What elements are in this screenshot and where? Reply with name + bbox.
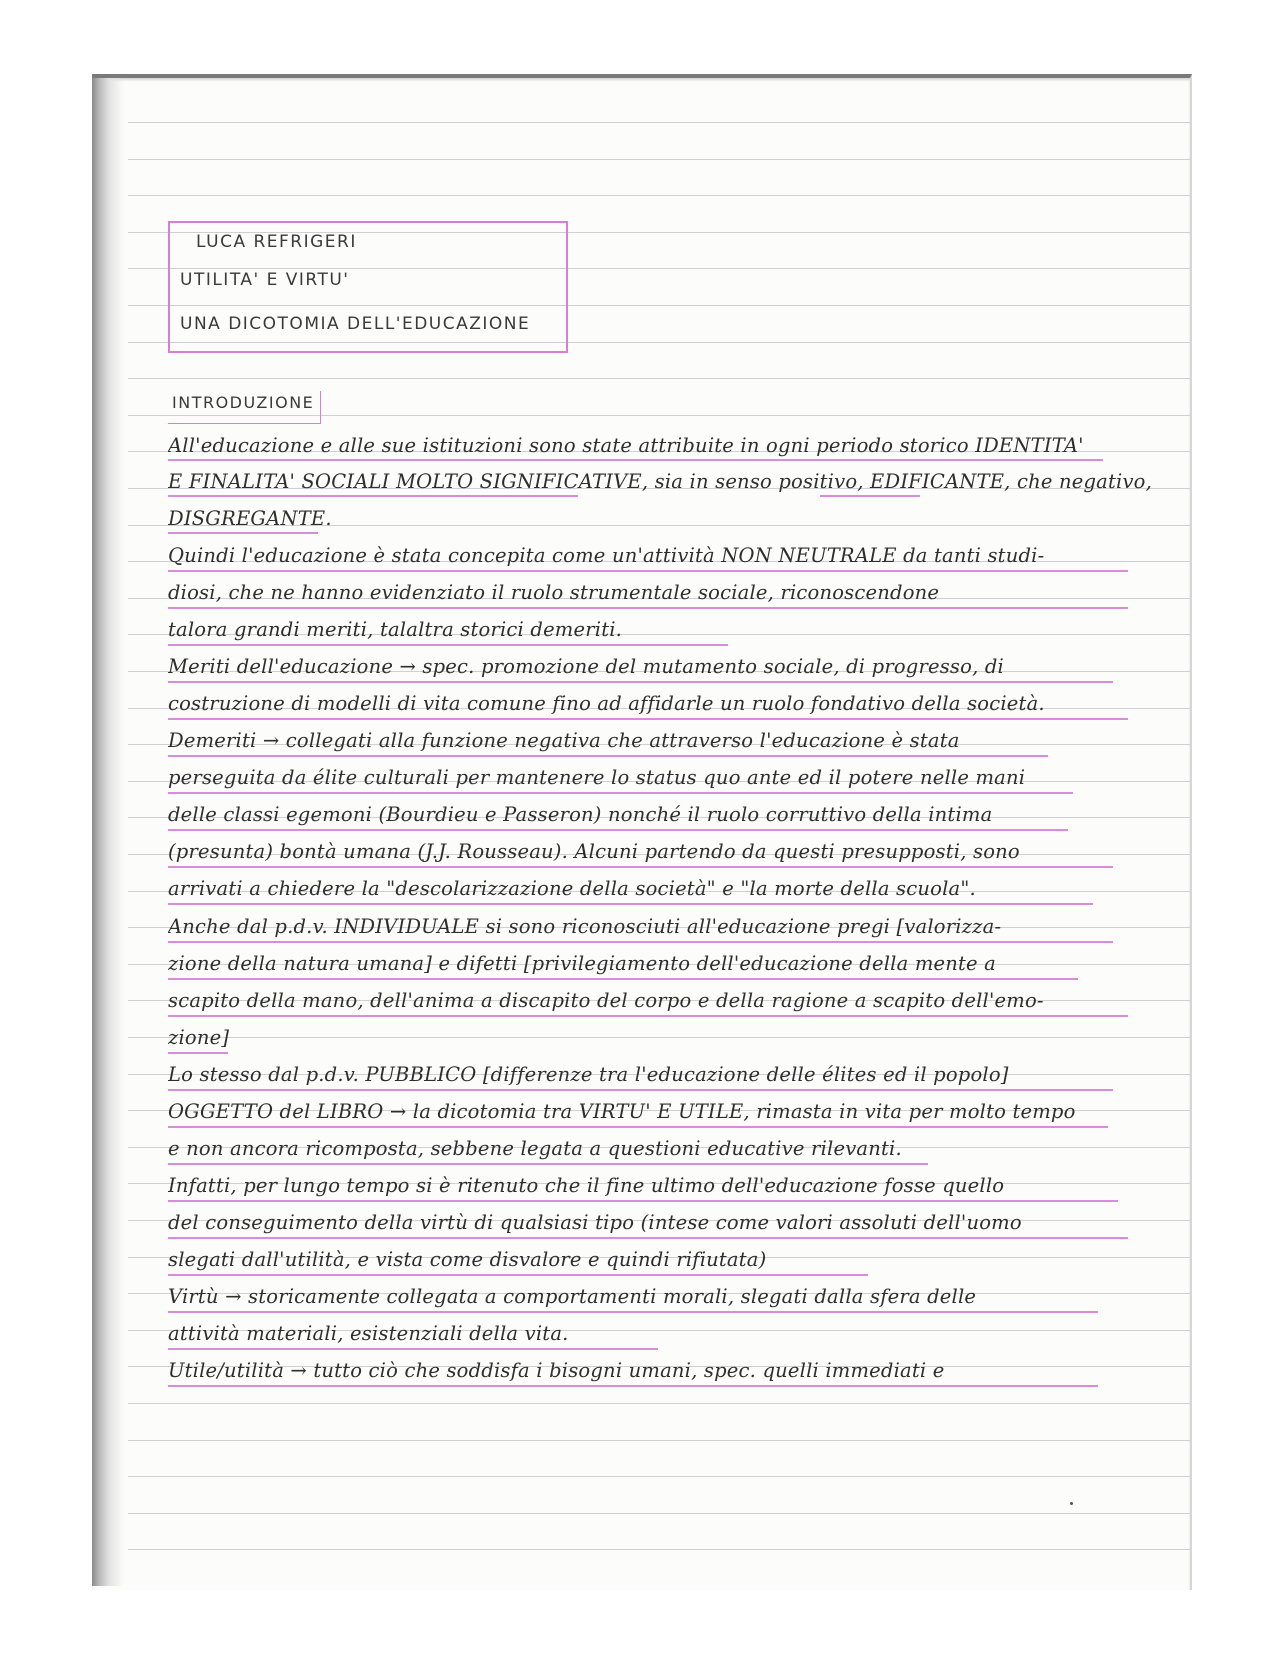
- highlight-underline: [168, 570, 1128, 572]
- handwritten-line: (presunta) bontà umana (J.J. Rousseau). Alcuni partendo da questi presupposti, sono: [168, 840, 1020, 863]
- highlight-underline: [168, 903, 1093, 905]
- handwritten-line: Quindi l'educazione è stata concepita come un'attività NON NEUTRALE da tanti studi-: [168, 544, 1045, 567]
- highlight-underline: [168, 792, 1073, 794]
- handwritten-line: scapito della mano, dell'anima a discapito del corpo e della ragione a scapito dell'emo-: [168, 989, 1044, 1012]
- handwritten-line: costruzione di modelli di vita comune fino ad affidarle un ruolo fondativo della società.: [168, 692, 1045, 715]
- handwritten-line: del conseguimento della virtù di qualsiasi tipo (intese come valori assoluti dell'uomo: [168, 1211, 1022, 1234]
- highlight-underline: [168, 829, 1068, 831]
- highlight-underline: [168, 1311, 1098, 1313]
- highlight-underline: [168, 1089, 1113, 1091]
- handwritten-line: delle classi egemoni (Bourdieu e Passeron) nonché il ruolo corruttivo della intima: [168, 803, 993, 826]
- highlight-underline: [168, 1015, 1128, 1017]
- handwritten-line: perseguita da élite culturali per mantenere lo status quo ante ed il potere nelle mani: [168, 766, 1026, 789]
- author-name: LUCA REFRIGERI: [196, 232, 357, 252]
- highlight-underline: [168, 941, 1113, 943]
- handwritten-line: Anche dal p.d.v. INDIVIDUALE si sono riconosciuti all'educazione pregi [valorizza-: [168, 915, 1002, 938]
- highlight-underline: [168, 1237, 1128, 1239]
- ruled-line: [128, 122, 1190, 123]
- ruled-line: [128, 1513, 1190, 1514]
- highlight-underline: [168, 681, 1113, 683]
- highlight-underline: [168, 718, 1128, 720]
- highlight-underline: [168, 1200, 1118, 1202]
- highlight-underline: [168, 644, 728, 646]
- highlight-underline: [168, 1274, 868, 1276]
- highlight-underline: [168, 1385, 1098, 1387]
- page-binding-shadow: [92, 78, 124, 1586]
- handwritten-line: zione]: [168, 1026, 230, 1049]
- handwritten-line: Infatti, per lungo tempo si è ritenuto che il fine ultimo dell'educazione fosse quello: [168, 1174, 1005, 1197]
- highlight-underline: [168, 755, 1048, 757]
- highlight-underline: [168, 1052, 228, 1054]
- document-subtitle: UNA DICOTOMIA DELL'EDUCAZIONE: [180, 314, 531, 334]
- handwritten-line: e non ancora ricomposta, sebbene legata a questioni educative rilevanti.: [168, 1137, 902, 1160]
- pencil-mark: [1070, 1502, 1073, 1505]
- handwritten-line: Utile/utilità → tutto ciò che soddisfa i bisogni umani, spec. quelli immediati e: [168, 1359, 945, 1382]
- handwritten-line: All'educazione e alle sue istituzioni sono state attribuite in ogni periodo storico IDENTITA': [168, 434, 1084, 457]
- handwritten-line: attività materiali, esistenziali della vita.: [168, 1322, 569, 1345]
- highlight-underline: [820, 495, 920, 497]
- handwritten-line: Meriti dell'educazione → spec. promozione del mutamento sociale, di progresso, di: [168, 655, 1004, 678]
- highlight-underline: [168, 866, 1113, 868]
- ruled-line: [128, 378, 1190, 379]
- handwritten-line: Lo stesso dal p.d.v. PUBBLICO [differenze tra l'educazione delle élites ed il popolo]: [168, 1063, 1009, 1086]
- handwritten-line: zione della natura umana] e difetti [privilegiamento dell'educazione della mente a: [168, 952, 997, 975]
- handwritten-line: slegati dall'utilità, e vista come disvalore e quindi rifiutata): [168, 1248, 767, 1271]
- handwritten-line: DISGREGANTE.: [168, 507, 332, 530]
- handwritten-line: arrivati a chiedere la "descolarizzazione della società" e "la morte della scuola".: [168, 877, 976, 900]
- highlight-underline: [168, 1163, 928, 1165]
- highlight-underline: [168, 1348, 658, 1350]
- handwritten-line: Virtù → storicamente collegata a comportamenti morali, slegati dalla sfera delle: [168, 1285, 977, 1308]
- handwritten-line: Demeriti → collegati alla funzione negativa che attraverso l'educazione è stata: [168, 729, 960, 752]
- ruled-line: [128, 195, 1190, 196]
- ruled-line: [128, 159, 1190, 160]
- ruled-line: [128, 1476, 1190, 1477]
- highlight-underline: [168, 607, 1128, 609]
- ruled-line: [128, 1440, 1190, 1441]
- handwritten-line: diosi, che ne hanno evidenziato il ruolo strumentale sociale, riconoscendone: [168, 581, 940, 604]
- highlight-underline: [168, 495, 578, 497]
- handwritten-line: talora grandi meriti, talaltra storici demeriti.: [168, 618, 623, 641]
- ruled-line: [128, 1403, 1190, 1404]
- section-heading: INTRODUZIONE: [168, 391, 321, 424]
- highlight-underline: [168, 1126, 1108, 1128]
- handwritten-line: E FINALITA' SOCIALI MOLTO SIGNIFICATIVE, sia in senso positivo, EDIFICANTE, che negativo,: [168, 470, 1153, 493]
- highlight-underline: [168, 532, 318, 534]
- handwritten-line: OGGETTO del LIBRO → la dicotomia tra VIRTU' E UTILE, rimasta in vita per molto tempo: [168, 1100, 1076, 1123]
- ruled-line: [128, 1549, 1190, 1550]
- highlight-underline: [168, 978, 1078, 980]
- highlight-underline: [168, 459, 1103, 461]
- document-title: UTILITA' E VIRTU': [180, 270, 350, 290]
